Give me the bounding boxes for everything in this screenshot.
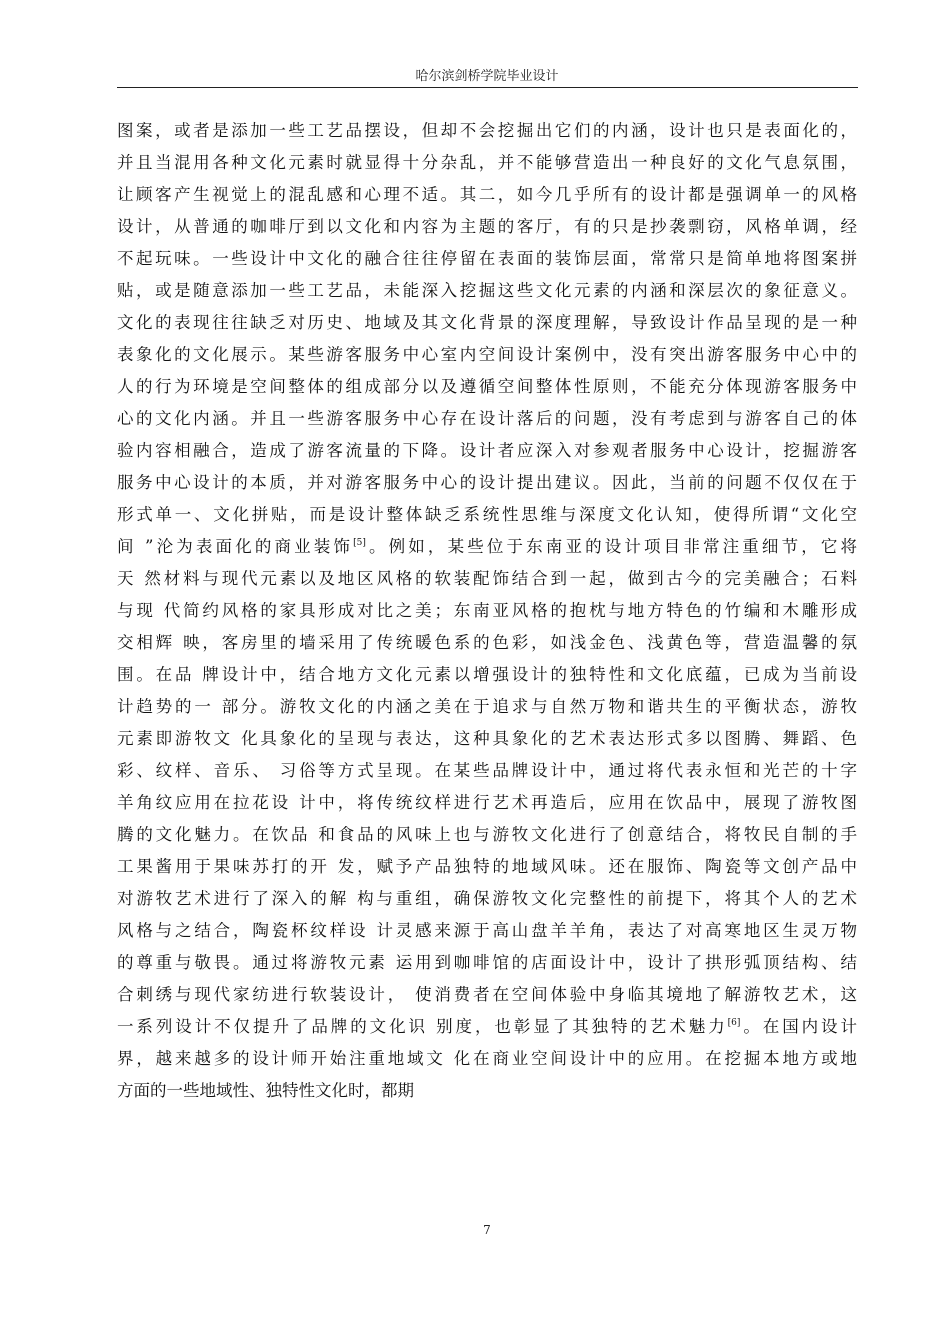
text-line: 工果酱用于果味苏打的开 发，赋予产品独特的地域风味。还在服饰、陶瓷等文创产品中 [117, 857, 857, 876]
text-line: 对游牧艺术进行了深入的解 构与重组，确保游牧文化完整性的前提下，将其个人的艺术 [117, 889, 857, 908]
text-line: 服务中心设计的本质，并对游客服务中心的设计提出建议。因此，当前的问题不仅仅在于 [117, 473, 857, 492]
text-segment: 间 ”沦为表面化的商业装饰 [117, 537, 354, 556]
text-line: 彩、纹样、音乐、 习俗等方式呈现。在某些品牌设计中，通过将代表永恒和光芒的十字 [117, 761, 857, 780]
text-line: 计趋势的一 部分。游牧文化的内涵之美在于追求与自然万物和谐共生的平衡状态，游牧 [117, 697, 857, 716]
text-line: 心的文化内涵。并且一些游客服务中心存在设计落后的问题，没有考虑到与游客自己的体 [117, 409, 857, 428]
text-line: 表象化的文化展示。某些游客服务中心室内空间设计案例中，没有突出游客服务中心中的 [117, 345, 857, 364]
text-line-with-citation [117, 1011, 857, 1043]
text-line: 腾的文化魅力。在饮品 和食品的风味上也与游牧文化进行了创意结合，将牧民自制的手 [117, 825, 857, 844]
text-line: 人的行为环境是空间整体的组成部分以及遵循空间整体性原则，不能充分体现游客服务中 [117, 377, 857, 396]
text-line: 的尊重与敬畏。通过将游牧元素 运用到咖啡馆的店面设计中，设计了拱形弧顶结构、结 [117, 953, 857, 972]
text-line: 形式单一、文化拼贴，而是设计整体缺乏系统性思维与深度文化认知，使得所谓“文化空 [117, 505, 857, 524]
text-line: 元素即游牧文 化具象化的呈现与表达，这种具象化的艺术表达形式多以图腾、舞蹈、色 [117, 729, 857, 748]
text-line: 并且当混用各种文化元素时就显得十分杂乱，并不能够营造出一种良好的文化气息氛围， [117, 153, 857, 172]
page-number: 7 [483, 1223, 491, 1237]
citation-marker: [5] [353, 538, 366, 548]
text-segment: 一系列设计不仅提升了品牌的文化识 别度，也彰显了其独特的艺术魅力 [117, 1017, 728, 1036]
text-line: 验内容相融合，造成了游客流量的下降。设计者应深入对参观者服务中心设计，挖掘游客 [117, 441, 857, 460]
text-line: 羊角纹应用在拉花设 计中，将传统纹样进行艺术再造后，应用在饮品中，展现了游牧图 [117, 793, 857, 812]
text-line: 交相辉 映，客房里的墙采用了传统暖色系的色彩，如浅金色、浅黄色等，营造温馨的氛 [117, 633, 857, 652]
text-segment: 。例如，某些位于东南亚的设计项目非常注重细节，它将 [365, 537, 857, 556]
text-line: 文化的表现往往缺乏对历史、地域及其文化背景的深度理解，导致设计作品呈现的是一种 [117, 313, 857, 332]
text-line: 设计，从普通的咖啡厅到以文化和内容为主题的客厅，有的只是抄袭剽窃，风格单调，经 [117, 217, 857, 236]
body-text [117, 115, 857, 1107]
text-line: 与现 代简约风格的家具形成对比之美；东南亚风格的抱枕与地方特色的竹编和木雕形成 [117, 601, 857, 620]
text-segment: 。在国内设计 [740, 1017, 857, 1036]
text-line: 方面的一些地域性、独特性文化时，都期 [117, 1081, 414, 1100]
text-line: 天 然材料与现代元素以及地区风格的软装配饰结合到一起，做到古今的完美融合；石料 [117, 569, 857, 588]
text-line: 不起玩味。一些设计中文化的融合往往停留在表面的装饰层面，常常只是简单地将图案拼 [117, 249, 857, 268]
text-line: 围。在品 牌设计中，结合地方文化元素以增强设计的独特性和文化底蕴，已成为当前设 [117, 665, 857, 684]
text-line: 合刺绣与现代家纺进行软装设计， 使消费者在空间体验中身临其境地了解游牧艺术，这 [117, 985, 857, 1004]
text-line: 让顾客产生视觉上的混乱感和心理不适。其二，如今几乎所有的设计都是强调单一的风格 [117, 185, 857, 204]
text-line: 界，越来越多的设计师开始注重地域文 化在商业空间设计中的应用。在挖掘本地方或地 [117, 1049, 857, 1068]
citation-marker: [6] [727, 1018, 741, 1028]
text-line: 风格与之结合，陶瓷杯纹样设 计灵感来源于高山盘羊羊角，表达了对高寒地区生灵万物 [117, 921, 857, 940]
text-line-with-citation [117, 531, 857, 563]
page-header: 哈尔滨剑桥学院毕业设计 [415, 69, 559, 84]
text-line: 贴，或是随意添加一些工艺品，未能深入挖掘这些文化元素的内涵和深层次的象征意义。 [117, 281, 857, 300]
text-line: 图案，或者是添加一些工艺品摆设，但却不会挖掘出它们的内涵，设计也只是表面化的， [117, 121, 857, 140]
header-divider [117, 87, 858, 88]
